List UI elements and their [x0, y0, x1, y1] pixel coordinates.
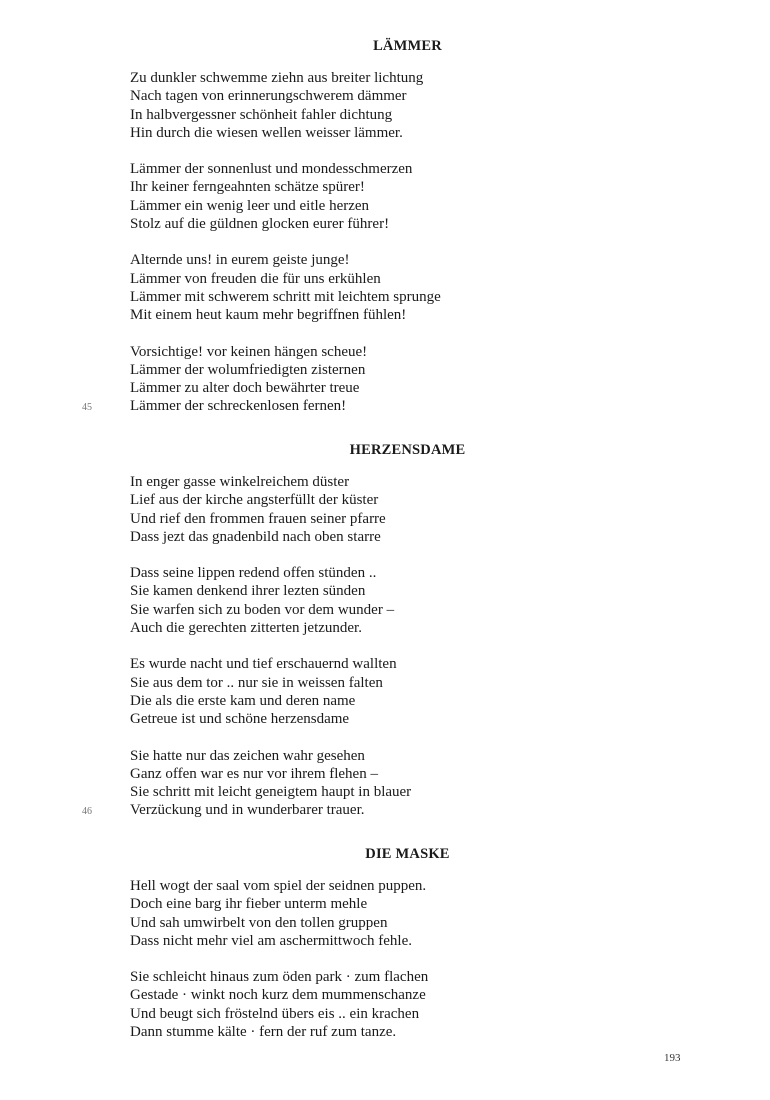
verse-line: Verzückung und in wunderbarer trauer.	[130, 802, 365, 819]
verse-line: Und beugt sich fröstelnd übers eis .. ein krachen	[130, 1005, 420, 1022]
verse-line: Ganz offen war es nur vor ihrem flehen –	[130, 765, 378, 782]
verse-line: Stolz auf die güldnen glocken eurer führer!	[130, 216, 390, 233]
verse-line: In halbvergessner schönheit fahler dichtung	[130, 106, 393, 123]
verse-line: Lämmer der schreckenlosen fernen!	[130, 398, 347, 415]
verse-line: Lämmer mit schwerem schritt mit leichtem sprunge	[130, 288, 441, 305]
verse-line: Hell wogt der saal vom spiel der seidnen puppen.	[130, 878, 427, 894]
verse-line: Vorsichtige! vor keinen hängen scheue!	[130, 343, 368, 360]
stanza	[130, 473, 690, 546]
verse-line: Sie aus dem tor .. nur sie in weissen falten	[130, 674, 383, 691]
verse-line: Mit einem heut kaum mehr begriffnen fühlen!	[130, 307, 407, 324]
margin-line-number: 45	[82, 402, 92, 413]
page-number: 193	[664, 1052, 681, 1064]
verse-line: Sie kamen denkend ihrer lezten sünden	[130, 583, 366, 600]
stanza	[130, 655, 690, 728]
verse-line: In enger gasse winkelreichem düster	[130, 474, 350, 490]
stanza	[130, 968, 690, 1041]
stanza	[130, 877, 690, 950]
verse-line: Lämmer ein wenig leer und eitle herzen	[130, 197, 370, 214]
poem-title-herzensdame: HERZENSDAME	[349, 442, 466, 458]
verse-line: Lief aus der kirche angsterfüllt der küster	[130, 492, 379, 509]
stanza	[130, 69, 690, 142]
verse-line: Nach tagen von erinnerungschwerem dämmer	[130, 88, 407, 105]
poem-herzensdame	[130, 473, 690, 838]
verse-line: Und rief den frommen frauen seiner pfarre	[130, 510, 386, 527]
stanza	[130, 343, 690, 416]
stanza	[130, 160, 690, 233]
poem-die-maske	[130, 877, 690, 1059]
verse-line: Sie schleicht hinaus zum öden park · zum flachen	[130, 969, 429, 986]
verse-line: Alternde uns! in eurem geiste junge!	[130, 252, 350, 269]
verse-line: Sie warfen sich zu boden vor dem wunder –	[130, 601, 395, 618]
verse-line: Doch eine barg ihr fieber unterm mehle	[130, 896, 368, 913]
stanza	[130, 251, 690, 324]
verse-line: Auch die gerechten zitterten jetzunder.	[130, 620, 362, 637]
margin-line-number: 46	[82, 806, 92, 817]
verse-line: Dass jezt das gnadenbild nach oben starre	[130, 528, 381, 545]
verse-line: Gestade · winkt noch kurz dem mummenschanze	[130, 987, 426, 1004]
verse-line: Lämmer zu alter doch bewährter treue	[130, 380, 360, 397]
poem-lammer	[130, 69, 690, 434]
verse-line: Dass nicht mehr viel am aschermittwoch fehle.	[130, 932, 412, 949]
verse-line: Getreue ist und schöne herzensdame	[130, 711, 350, 728]
verse-line: Hin durch die wiesen wellen weisser lämmer.	[130, 124, 403, 141]
verse-line: Sie schritt mit leicht geneigtem haupt in blauer	[130, 784, 412, 801]
stanza	[130, 564, 690, 637]
verse-line: Die als die erste kam und deren name	[130, 692, 356, 709]
verse-line: Lämmer der sonnenlust und mondesschmerzen	[130, 161, 413, 178]
verse-line: Und sah umwirbelt von den tollen gruppen	[130, 914, 388, 931]
verse-line: Ihr keiner ferngeahnten schätze spürer!	[130, 179, 365, 196]
poem-title-lammer: LÄMMER	[373, 38, 442, 54]
poem-title-die-maske: DIE MASKE	[365, 846, 450, 862]
stanza	[130, 747, 690, 820]
verse-line: Dann stumme kälte · fern der ruf zum tanze.	[130, 1024, 397, 1041]
verse-line: Sie hatte nur das zeichen wahr gesehen	[130, 747, 365, 764]
verse-line: Zu dunkler schwemme ziehn aus breiter lichtung	[130, 70, 424, 86]
verse-line: Es wurde nacht und tief erschauernd wallten	[130, 656, 397, 673]
verse-line: Dass seine lippen redend offen stünden ..	[130, 565, 377, 582]
verse-line: Lämmer der wolumfriedigten zisternen	[130, 361, 366, 378]
verse-line: Lämmer von freuden die für uns erkühlen	[130, 270, 381, 287]
